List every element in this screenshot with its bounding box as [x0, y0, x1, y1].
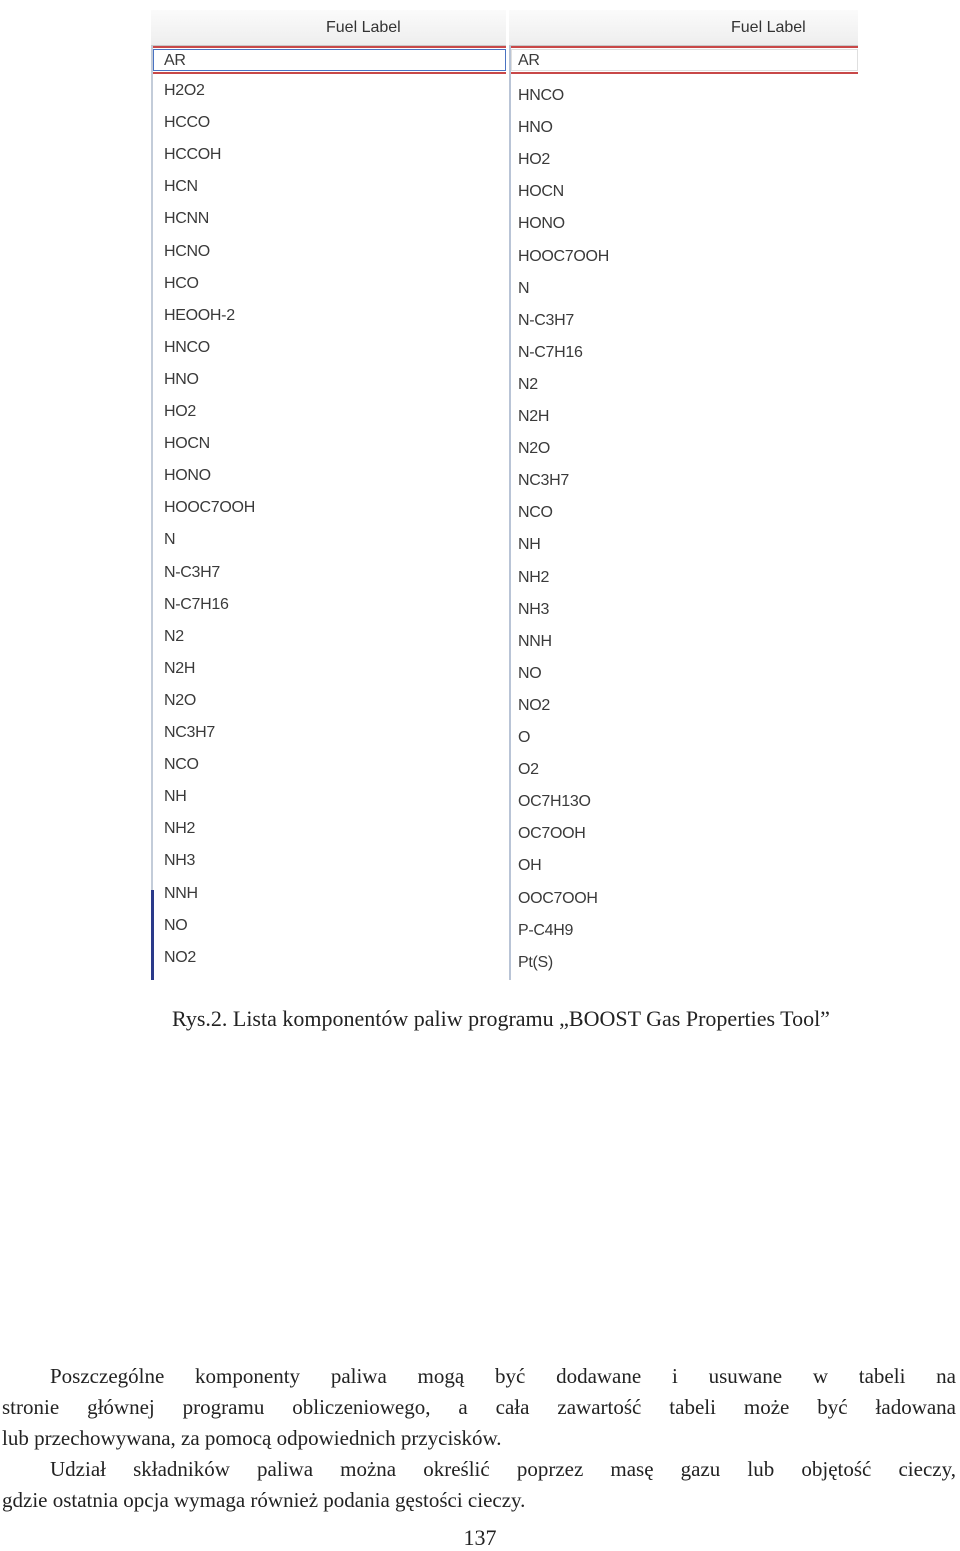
list-item[interactable]: NH — [518, 536, 541, 554]
list-item[interactable]: NH — [164, 788, 187, 806]
list-item[interactable]: NH3 — [518, 600, 550, 618]
list-item[interactable]: HNCO — [164, 338, 210, 356]
list-item[interactable]: HCNO — [164, 242, 210, 260]
list-item[interactable]: NNH — [518, 632, 552, 650]
list-item[interactable]: Pt(S) — [518, 953, 553, 971]
selected-row[interactable] — [153, 49, 506, 71]
list-item[interactable]: OC7OOH — [518, 825, 586, 843]
list-item-selected[interactable]: AR — [518, 52, 540, 69]
list-item[interactable]: N — [164, 531, 176, 549]
list-item[interactable]: HOOC7OOH — [518, 247, 609, 265]
paragraph-line: Udział składników paliwa można określić poprzez masę gazu lub objętość cieczy, — [50, 1457, 956, 1481]
paragraph-line: lub przechowywana, za pomocą odpowiednich przycisków. — [2, 1426, 502, 1450]
list-item[interactable]: NO — [164, 916, 188, 934]
list-item[interactable]: HCNN — [164, 210, 210, 228]
list-item-selected[interactable]: AR — [164, 52, 186, 69]
fuel-label-list-right — [509, 10, 858, 980]
column-header-fuel-label[interactable] — [151, 10, 506, 46]
list-item[interactable]: OC7H13O — [518, 793, 591, 811]
list-item[interactable]: HNCO — [518, 87, 564, 104]
list-item[interactable]: NO — [518, 664, 542, 682]
list-item[interactable]: N2O — [164, 691, 196, 709]
list-item[interactable]: HEOOH-2 — [164, 306, 235, 324]
scroll-marker — [151, 890, 154, 980]
column-header-label: Fuel Label — [731, 18, 806, 36]
list-item[interactable]: NH2 — [164, 820, 196, 838]
row-divider — [511, 46, 858, 48]
list-item[interactable]: H2O2 — [164, 82, 205, 99]
list-item[interactable]: HONO — [164, 467, 211, 485]
column-header-fuel-label[interactable] — [509, 10, 858, 46]
page-number: 137 — [463, 1525, 497, 1550]
list-item[interactable]: HO2 — [164, 403, 196, 420]
list-item[interactable]: NNH — [164, 884, 198, 902]
column-header-label: Fuel Label — [326, 18, 401, 36]
selected-row[interactable] — [511, 49, 858, 71]
paragraph-2 — [2, 1454, 956, 1516]
paragraph-1 — [2, 1361, 956, 1454]
list-item[interactable]: N2 — [164, 627, 184, 645]
list-item[interactable]: O — [518, 729, 531, 746]
list-item[interactable]: P-C4H9 — [518, 921, 574, 939]
paragraph-line: stronie głównej programu obliczeniowego, a cała zawartość tabeli może być ładowana — [2, 1395, 956, 1419]
list-item[interactable]: HCCOH — [164, 146, 222, 164]
paragraph-line: Poszczególne komponenty paliwa mogą być dodawane i usuwane w tabeli na — [50, 1364, 956, 1388]
list-item[interactable]: NH3 — [164, 852, 196, 870]
list-item[interactable]: NC3H7 — [164, 724, 215, 741]
list-item[interactable]: HNO — [518, 119, 553, 137]
list-item[interactable]: N-C3H7 — [518, 311, 574, 329]
list-item[interactable]: N-C7H16 — [518, 343, 583, 361]
list-item[interactable]: NCO — [164, 756, 199, 774]
list-item[interactable]: HOCN — [518, 183, 564, 201]
figure-caption: Rys.2. Lista komponentów paliw programu „BOOST Gas Properties Tool” — [172, 1006, 830, 1031]
list-item[interactable]: HCO — [164, 274, 199, 292]
list-item[interactable]: N2H — [518, 408, 550, 425]
list-item[interactable]: NC3H7 — [518, 472, 569, 490]
list-item[interactable]: HOOC7OOH — [164, 499, 255, 517]
list-item[interactable]: N2O — [518, 440, 550, 458]
list-item[interactable]: HCN — [164, 178, 198, 196]
row-divider — [511, 72, 858, 74]
list-item[interactable]: OH — [518, 857, 542, 875]
list-item[interactable]: HO2 — [518, 151, 550, 169]
list-item[interactable]: N2 — [518, 375, 538, 393]
list-item[interactable]: N2H — [164, 659, 196, 677]
list-item[interactable]: HONO — [518, 215, 565, 233]
list-item[interactable]: N-C3H7 — [164, 563, 220, 581]
list-item[interactable]: HNO — [164, 370, 199, 388]
list-item[interactable]: OOC7OOH — [518, 889, 598, 907]
row-divider — [153, 46, 506, 48]
list-item[interactable]: NH2 — [518, 568, 550, 586]
fuel-label-list-left — [151, 10, 506, 980]
list-item[interactable]: NO2 — [518, 696, 550, 714]
list-item[interactable]: NO2 — [164, 948, 196, 966]
list-item[interactable]: HOCN — [164, 435, 210, 453]
row-divider — [153, 72, 506, 74]
list-item[interactable]: NCO — [518, 504, 553, 522]
list-item[interactable]: O2 — [518, 761, 539, 779]
list-item[interactable]: N-C7H16 — [164, 595, 229, 613]
list-item[interactable]: N — [518, 279, 530, 297]
list-item[interactable]: HCCO — [164, 114, 210, 132]
paragraph-line: gdzie ostatnia opcja wymaga również podania gęstości cieczy. — [2, 1488, 526, 1512]
